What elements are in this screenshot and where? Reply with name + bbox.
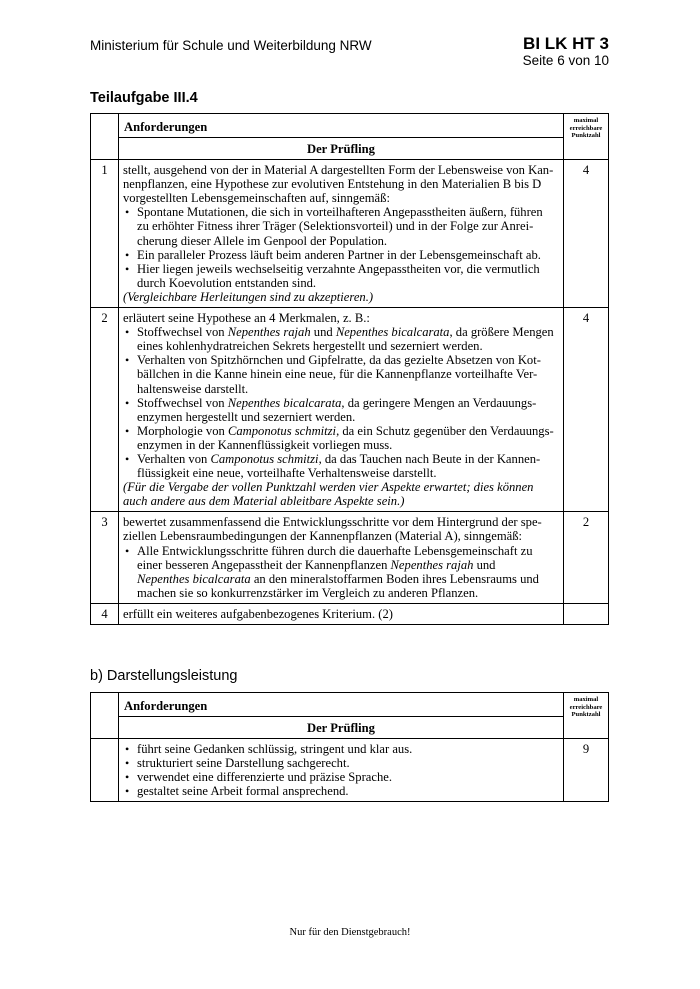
- note-text: auch andere aus dem Material ableitbare Aspekte sein.): [123, 494, 405, 509]
- bullet-list: [123, 205, 558, 290]
- requirements-rows: [91, 160, 609, 625]
- list-item: [125, 395, 558, 424]
- bullet-text: Ein paralleler Prozess läuft beim anderen Partner in der Lebensgemeinschaft ab.: [137, 247, 541, 262]
- document-header: [523, 34, 609, 68]
- bullet-icon: •: [125, 325, 130, 340]
- row-requirement: [119, 603, 564, 624]
- bullet-icon: •: [125, 261, 130, 276]
- bullet-icon: •: [125, 756, 130, 771]
- bullet-icon: •: [125, 784, 130, 799]
- requirement-text: vorgestellten Lebensgemeinschaften auf, sinngemäß:: [123, 191, 390, 206]
- note-text: (Vergleichbare Herleitungen sind zu akzeptieren.): [123, 289, 374, 304]
- row-number: 1: [91, 160, 119, 308]
- bullet-text: Stoffwechsel von Nepenthes rajah und Nepenthes bicalcarata, da größere Mengen: [137, 325, 554, 340]
- page-number: Seite 6 von 10: [522, 53, 609, 68]
- list-item: [125, 261, 558, 290]
- empty-header-cell: [91, 693, 119, 739]
- bullet-icon: •: [125, 742, 130, 757]
- bullet-text: führt seine Gedanken schlüssig, stringent und klar aus.: [137, 742, 413, 757]
- list-item: [125, 353, 558, 396]
- bullet-icon: •: [125, 451, 130, 466]
- list-item: [125, 756, 558, 771]
- row-points: [564, 603, 609, 624]
- bullet-text: durch Koevolution entstanden sind.: [137, 275, 317, 290]
- table-header-row: [91, 114, 609, 138]
- header-candidate: Der Prüfling: [119, 717, 564, 739]
- requirement-text: nenpflanzen, eine Hypothese zur evolutiven Entstehung in den Materialien B bis D: [123, 177, 542, 192]
- row-points: 4: [564, 308, 609, 512]
- bullet-text: flüssigkeit eine neue, vorteilhafte Verhaltensweise darstellt.: [137, 466, 437, 481]
- note-text: (Für die Vergabe der vollen Punktzahl werden vier Aspekte erwartet; dies können: [123, 480, 534, 495]
- requirement-text: bewertet zusammenfassend die Entwicklungsschritte vor dem Hintergrund der spe-: [123, 515, 542, 530]
- list-item: [125, 742, 558, 757]
- bullet-text: cherung dieser Allele im Genpool der Population.: [137, 233, 388, 248]
- requirement-text: erläutert seine Hypothese an 4 Merkmalen, z. B.:: [123, 311, 370, 326]
- list-item: [125, 770, 558, 785]
- bullet-list: [123, 742, 558, 798]
- row-number: 2: [91, 308, 119, 512]
- table-row: [91, 160, 609, 308]
- bullet-icon: •: [125, 543, 130, 558]
- bullet-icon: •: [125, 395, 130, 410]
- bullet-list: [123, 325, 558, 480]
- requirement-text: ziellen Lebensraumbedingungen der Kannenpflanzen (Material A), sinngemäß:: [123, 529, 523, 544]
- table-row: [91, 603, 609, 624]
- row-requirement: [119, 308, 564, 512]
- row-number: 3: [91, 512, 119, 604]
- bullet-text: Alle Entwicklungsschritte führen durch die dauerhafte Lebensgemeinschaft zu: [137, 543, 533, 558]
- bullet-text: strukturiert seine Darstellung sachgerecht.: [137, 756, 350, 771]
- row-requirement: [119, 512, 564, 604]
- requirement-text: erfüllt ein weiteres aufgabenbezogenes Kriterium. (2): [123, 606, 393, 621]
- bullet-text: eines kohlenhydratreichen Sekrets hergestellt und sezerniert werden.: [137, 339, 483, 354]
- header-max-points: maximal erreichbare Punktzahl: [564, 693, 609, 739]
- bullet-text: gestaltet seine Arbeit formal ansprechend.: [137, 784, 349, 799]
- table-row: [91, 739, 609, 802]
- bullet-text: Verhalten von Spitzhörnchen und Gipfelratte, da das gezielte Absetzen von Kot-: [137, 353, 541, 368]
- bullet-icon: •: [125, 423, 130, 438]
- bullet-icon: •: [125, 205, 130, 220]
- bullet-text: Nepenthes bicalcarata an den mineralstoffarmen Boden ihres Lebensraums und: [137, 571, 539, 586]
- bullet-text: Morphologie von Camponotus schmitzi, da ein Schutz gegenüber den Verdauungs-: [137, 423, 554, 438]
- empty-header-cell: [91, 114, 119, 160]
- list-item: [125, 423, 558, 452]
- requirement-text: stellt, ausgehend von der in Material A dargestellten Form der Lebensweise von Kan-: [123, 163, 554, 178]
- bullet-text: verwendet eine differenzierte und präzise Sprache.: [137, 770, 393, 785]
- header-candidate: Der Prüfling: [119, 138, 564, 160]
- row-number: [91, 739, 119, 802]
- evaluation-note: [123, 290, 558, 304]
- row-number: 4: [91, 603, 119, 624]
- section-title-presentation: b) Darstellungsleistung: [90, 668, 238, 684]
- table-subheader-row: [91, 138, 609, 160]
- requirements-table: [90, 113, 609, 625]
- footer-note: Nur für den Dienstgebrauch!: [289, 927, 411, 938]
- table-row: [91, 308, 609, 512]
- bullet-text: Spontane Mutationen, die sich in vorteilhafteren Angepasstheiten äußern, führen: [137, 205, 543, 220]
- ministry-name: Ministerium für Schule und Weiterbildung NRW: [90, 38, 372, 53]
- row-points: 4: [564, 160, 609, 308]
- presentation-table: [90, 692, 609, 802]
- list-item: [125, 325, 558, 354]
- row-requirement: [119, 160, 564, 308]
- bullet-icon: •: [125, 770, 130, 785]
- document-code: BI LK HT 3: [523, 34, 609, 53]
- table-subheader-row: [91, 717, 609, 739]
- list-item: [125, 247, 558, 262]
- bullet-icon: •: [125, 247, 130, 262]
- evaluation-note: [123, 480, 558, 508]
- row-requirement: [119, 739, 564, 802]
- header-requirements: Anforderungen: [119, 693, 564, 717]
- bullet-text: Verhalten von Camponotus schmitzi, da das Tauchen nach Beute in der Kannen-: [137, 451, 541, 466]
- bullet-text: zu erhöhter Fitness ihrer Träger (Selektionsvorteil) und in der Folge zur Anrei-: [137, 219, 534, 234]
- header-max-points: maximal erreichbare Punktzahl: [564, 114, 609, 160]
- bullet-text: bällchen in die Kanne hinein eine neue, für die Kannenpflanze vorteilhafte Ver-: [137, 367, 538, 382]
- list-item: [125, 451, 558, 481]
- header-requirements: Anforderungen: [119, 114, 564, 138]
- list-item: [125, 205, 558, 248]
- bullet-text: enzymen in der Kannenflüssigkeit vorliegen muss.: [137, 437, 393, 452]
- section-title-task: Teilaufgabe III.4: [90, 90, 198, 106]
- bullet-text: Stoffwechsel von Nepenthes bicalcarata, da geringere Mengen an Verdauungs-: [137, 395, 537, 410]
- row-points: 2: [564, 512, 609, 604]
- bullet-text: Hier liegen jeweils wechselseitig verzahnte Angepasstheiten vor, die vermutlich: [137, 261, 540, 276]
- bullet-icon: •: [125, 353, 130, 368]
- bullet-text: einer besseren Angepasstheit der Kannenpflanzen Nepenthes rajah und: [137, 557, 496, 572]
- table-row: [91, 512, 609, 604]
- bullet-text: haltensweise darstellt.: [137, 381, 249, 396]
- bullet-text: enzymen hergestellt und sezerniert werden.: [137, 409, 356, 424]
- bullet-list: [123, 544, 558, 600]
- bullet-text: machen sie so konkurrenzstärker im Vergleich zu anderen Pflanzen.: [137, 585, 479, 600]
- list-item: [125, 784, 558, 799]
- row-points: 9: [564, 739, 609, 802]
- list-item: [125, 543, 558, 600]
- table-header-row: [91, 693, 609, 717]
